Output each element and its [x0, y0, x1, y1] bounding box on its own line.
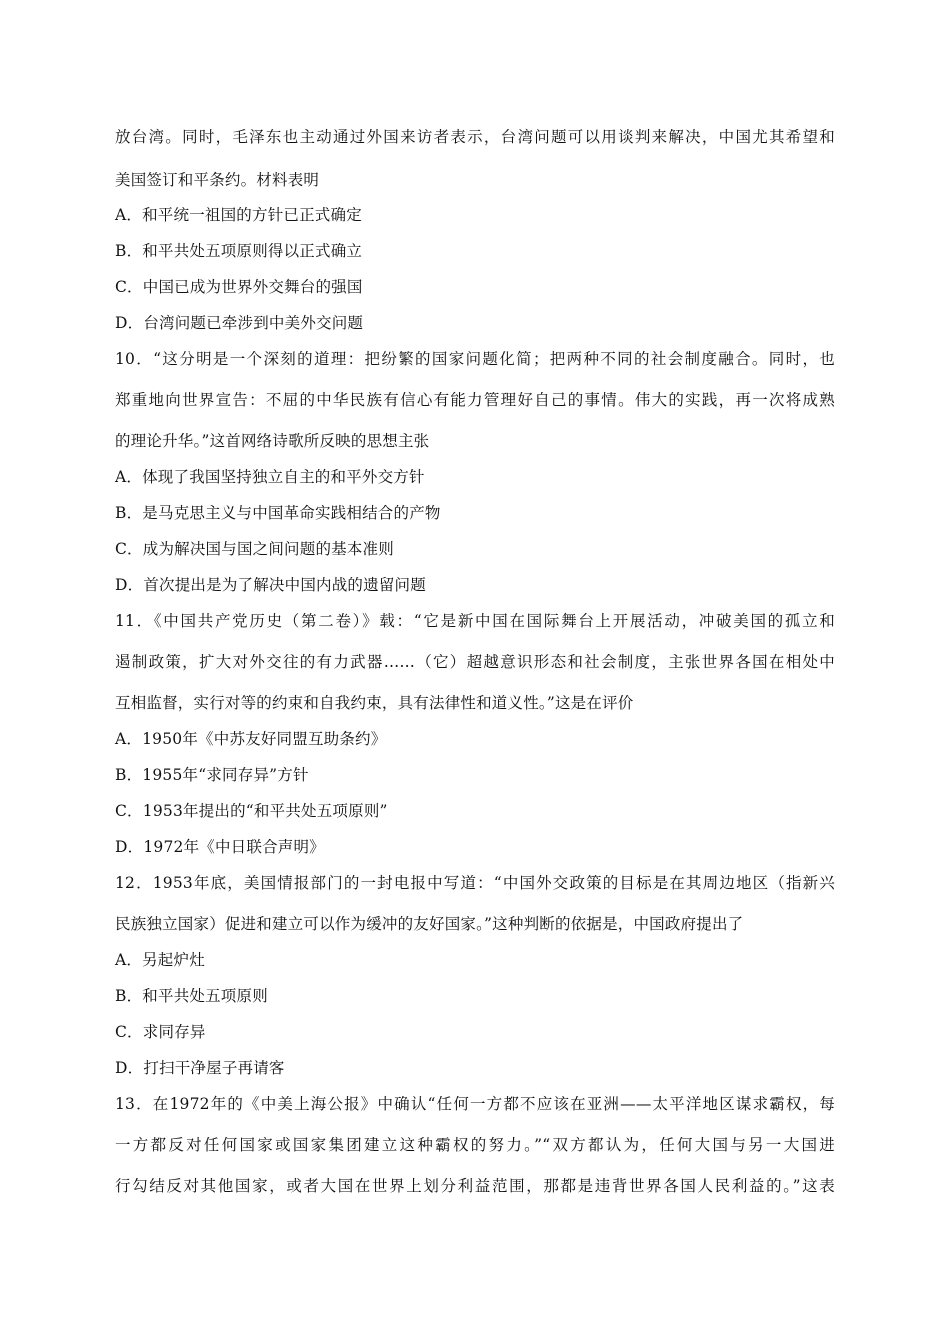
question-11-option-b: B．1955年“求同存异”方针 — [115, 766, 309, 784]
question-9-option-a: A．和平统一祖国的方针已正式确定 — [115, 206, 362, 224]
question-12-option-c: C．求同存异 — [115, 1023, 206, 1041]
question-11-option-d: D．1972年《中日联合声明》 — [115, 838, 325, 856]
question-12-line-2: 民族独立国家）促进和建立可以作为缓冲的友好国家。”这种判断的依据是，中国政府提出了 — [115, 915, 744, 933]
question-9-option-d: D．台湾问题已牵涉到中美外交问题 — [115, 314, 364, 332]
question-12-line-1: 12．1953年底，美国情报部门的一封电报中写道：“中国外交政策的目标是在其周边地区（指新兴 — [115, 874, 835, 892]
question-13-line-3: 行勾结反对其他国家，或者大国在世界上划分利益范围，那都是违背世界各国人民利益的。”这表 — [115, 1177, 835, 1195]
question-9-line-1: 放台湾。同时，毛泽东也主动通过外国来访者表示，台湾问题可以用谈判来解决，中国尤其希望和 — [115, 128, 835, 146]
question-9-line-2: 美国签订和平条约。材料表明 — [115, 171, 320, 189]
question-10-option-d: D．首次提出是为了解决中国内战的遗留问题 — [115, 576, 426, 594]
question-9-option-b: B．和平共处五项原则得以正式确立 — [115, 242, 363, 260]
question-13-line-1: 13．在1972年的《中美上海公报》中确认“任何一方都不应该在亚洲——太平洋地区谋求霸权，每 — [115, 1095, 835, 1113]
question-10-line-1: 10．“这分明是一个深刻的道理：把纷繁的国家问题化简；把两种不同的社会制度融合。同时，也 — [115, 350, 835, 368]
question-11-line-2: 遏制政策，扩大对外交往的有力武器……（它）超越意识形态和社会制度，主张世界各国在相处中 — [115, 653, 835, 671]
question-11-line-1: 11．《中国共产党历史（第二卷）》载：“它是新中国在国际舞台上开展活动，冲破美国的孤立和 — [115, 612, 835, 630]
question-13-line-2: 一方都反对任何国家或国家集团建立这种霸权的努力。”“双方都认为，任何大国与另一大国进 — [115, 1136, 835, 1154]
question-9-option-c: C．中国已成为世界外交舞台的强国 — [115, 278, 363, 296]
question-11-line-3: 互相监督，实行对等的约束和自我约束，具有法律性和道义性。”这是在评价 — [115, 694, 634, 712]
question-10-option-c: C．成为解决国与国之间问题的基本准则 — [115, 540, 394, 558]
question-11-option-a: A．1950年《中苏友好同盟互助条约》 — [115, 730, 387, 748]
question-10-line-3: 的理论升华。”这首网络诗歌所反映的思想主张 — [115, 432, 430, 450]
question-10-option-b: B．是马克思主义与中国革命实践相结合的产物 — [115, 504, 441, 522]
question-10-line-2: 郑重地向世界宣告：不屈的中华民族有信心有能力管理好自己的事情。伟大的实践，再一次将成熟 — [115, 391, 835, 409]
question-11-option-c: C．1953年提出的“和平共处五项原则” — [115, 802, 388, 820]
question-10-option-a: A．体现了我国坚持独立自主的和平外交方针 — [115, 468, 425, 486]
question-12-option-a: A．另起炉灶 — [115, 951, 205, 969]
question-12-option-d: D．打扫干净屋子再请客 — [115, 1059, 285, 1077]
question-12-option-b: B．和平共处五项原则 — [115, 987, 268, 1005]
